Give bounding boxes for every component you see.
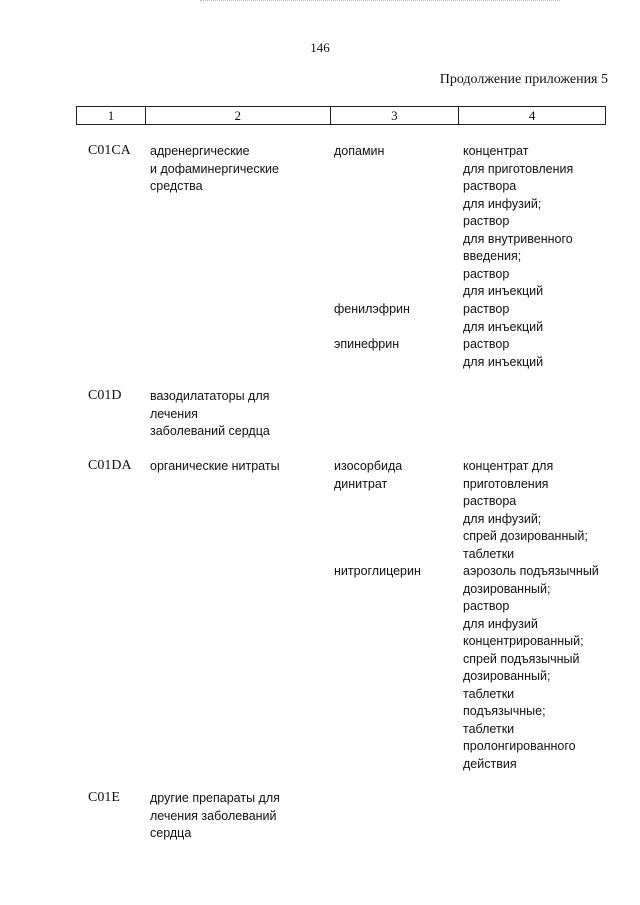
drug-name-phenylephrine: фенилэфрин [334, 302, 410, 316]
group-name-c01ca: адренергические и дофаминергические средства [150, 144, 279, 193]
group-name-c01d: вазодилататоры для лечения заболеваний сердца [150, 389, 270, 438]
column-header-3: 3 [330, 107, 459, 125]
drug-form-isosorbide-dinitrate: концентрат для приготовления раствора для инфузий; спрей дозированный; таблетки [463, 459, 588, 561]
drug-form-phenylephrine: раствор для инъекций [463, 302, 544, 334]
drug-name-isosorbide-dinitrate: изосорбида динитрат [334, 459, 403, 491]
atc-code-c01e: C01E [88, 790, 120, 805]
column-header-4: 4 [459, 107, 606, 125]
drug-name-epinephrine: эпинефрин [334, 337, 400, 351]
column-header-2: 2 [145, 107, 330, 125]
drug-form-epinephrine: раствор для инъекций [463, 337, 544, 369]
atc-code-c01ca: C01CA [88, 143, 131, 158]
group-name-c01da: органические нитраты [150, 459, 280, 473]
column-header-1: 1 [77, 107, 146, 125]
scan-top-edge [200, 0, 560, 3]
continuation-title: Продолжение приложения 5 [439, 72, 608, 87]
drug-name-dopamine: допамин [334, 144, 385, 158]
group-name-c01e: другие препараты для лечения заболеваний сердца [150, 791, 280, 840]
atc-code-c01d: C01D [88, 388, 122, 403]
drug-form-dopamine: концентрат для приготовления раствора для инфузий; раствор для внутривенного введения; раствор для инъекций [463, 144, 574, 298]
drug-form-nitroglycerin: аэрозоль подъязычный дозированный; раствор для инфузий концентрированный; спрей подъязычный дозированный; таблетки подъязычные; таблетки пролонгированного действия [463, 564, 599, 771]
atc-code-c01da: C01DA [88, 458, 132, 473]
column-header-table [76, 106, 606, 125]
column-header-row [77, 107, 606, 125]
drug-name-nitroglycerin: нитроглицерин [334, 564, 421, 578]
page-number: 146 [310, 40, 330, 55]
